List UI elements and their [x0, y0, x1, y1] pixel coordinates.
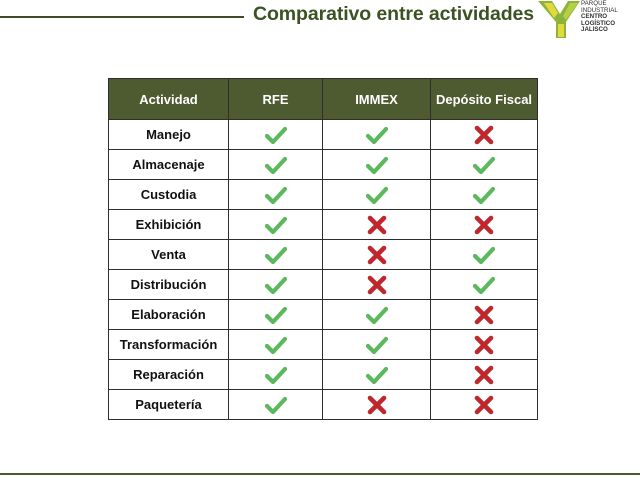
cross-icon [366, 215, 388, 235]
cell-deposito-fiscal [431, 240, 538, 270]
cell-immex [323, 150, 431, 180]
header-row [109, 79, 538, 120]
logo-line: CENTRO [581, 13, 608, 21]
check-icon [265, 245, 287, 265]
cell-immex [323, 240, 431, 270]
cell-immex [323, 180, 431, 210]
check-icon [265, 365, 287, 385]
check-icon [366, 125, 388, 145]
check-icon [265, 305, 287, 325]
cell-immex [323, 330, 431, 360]
check-icon [265, 275, 287, 295]
cell-rfe [229, 150, 323, 180]
cell-immex [323, 300, 431, 330]
table-row [109, 150, 538, 180]
logo-line: PARQUE [581, 0, 607, 7]
activity-cell: Distribución [109, 270, 229, 300]
header-deposito-fiscal: Depósito Fiscal [431, 79, 538, 120]
activity-cell: Exhibición [109, 210, 229, 240]
table-row [109, 360, 538, 390]
cell-rfe [229, 300, 323, 330]
logo-line: JALISCO [581, 26, 608, 34]
cross-icon [366, 275, 388, 295]
logo-text [581, 1, 640, 34]
cell-deposito-fiscal [431, 210, 538, 240]
cell-deposito-fiscal [431, 390, 538, 420]
check-icon [473, 245, 495, 265]
check-icon [366, 365, 388, 385]
cross-icon [473, 335, 495, 355]
activity-cell: Custodia [109, 180, 229, 210]
cell-rfe [229, 120, 323, 150]
check-icon [473, 275, 495, 295]
check-icon [265, 335, 287, 355]
cell-deposito-fiscal [431, 150, 538, 180]
activity-cell: Reparación [109, 360, 229, 390]
activity-cell: Elaboración [109, 300, 229, 330]
cross-icon [473, 365, 495, 385]
cell-deposito-fiscal [431, 360, 538, 390]
cell-rfe [229, 240, 323, 270]
check-icon [265, 215, 287, 235]
check-icon [265, 395, 287, 415]
table-row [109, 210, 538, 240]
cross-icon [473, 125, 495, 145]
header-immex: IMMEX [323, 79, 431, 120]
table-row [109, 270, 538, 300]
table-header [109, 79, 538, 120]
page-title: Comparativo entre actividades [253, 3, 535, 25]
cell-rfe [229, 360, 323, 390]
cell-rfe [229, 180, 323, 210]
cross-icon [366, 395, 388, 415]
cell-immex [323, 210, 431, 240]
check-icon [265, 155, 287, 175]
cell-immex [323, 360, 431, 390]
cross-icon [473, 215, 495, 235]
header-rfe: RFE [229, 79, 323, 120]
cell-deposito-fiscal [431, 120, 538, 150]
table-row [109, 390, 538, 420]
cross-icon [366, 245, 388, 265]
check-icon [473, 185, 495, 205]
logo [536, 0, 640, 40]
table-row [109, 240, 538, 270]
logo-line: INDUSTRIAL [581, 6, 618, 14]
cell-deposito-fiscal [431, 330, 538, 360]
check-icon [366, 305, 388, 325]
bottom-rule [0, 473, 640, 475]
check-icon [265, 185, 287, 205]
check-icon [366, 185, 388, 205]
check-icon [265, 125, 287, 145]
cell-immex [323, 270, 431, 300]
comparison-table [108, 78, 538, 420]
cell-deposito-fiscal [431, 180, 538, 210]
cell-immex [323, 390, 431, 420]
cell-rfe [229, 330, 323, 360]
check-icon [366, 335, 388, 355]
logo-mark [536, 0, 582, 40]
logo-line: LOGÍSTICO [581, 19, 616, 27]
activity-cell: Transformación [109, 330, 229, 360]
table-row [109, 180, 538, 210]
cell-rfe [229, 210, 323, 240]
check-icon [366, 155, 388, 175]
cell-rfe [229, 390, 323, 420]
top-rule [0, 16, 244, 18]
cell-rfe [229, 270, 323, 300]
activity-cell: Almacenaje [109, 150, 229, 180]
activity-cell: Venta [109, 240, 229, 270]
activity-cell: Manejo [109, 120, 229, 150]
activity-cell: Paquetería [109, 390, 229, 420]
check-icon [473, 155, 495, 175]
cross-icon [473, 305, 495, 325]
table-row [109, 120, 538, 150]
table-row [109, 300, 538, 330]
cell-immex [323, 120, 431, 150]
table-row [109, 330, 538, 360]
cell-deposito-fiscal [431, 300, 538, 330]
cross-icon [473, 395, 495, 415]
header-actividad: Actividad [109, 79, 229, 120]
table-body [109, 120, 538, 420]
cell-deposito-fiscal [431, 270, 538, 300]
